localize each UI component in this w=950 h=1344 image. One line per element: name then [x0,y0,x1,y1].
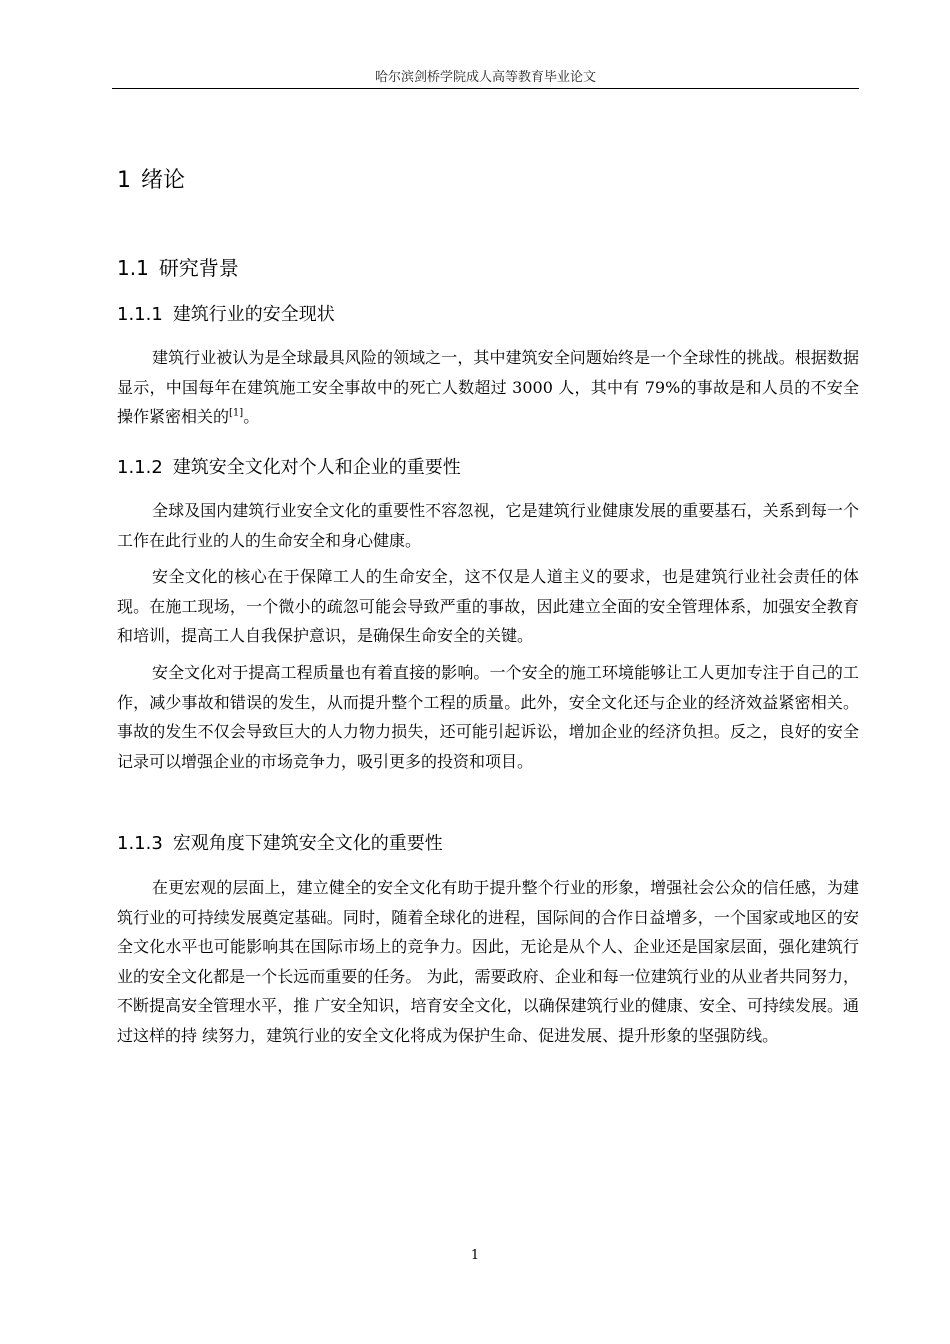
running-header: 哈尔滨剑桥学院成人高等教育毕业论文 [374,70,596,85]
subsection-heading-2 [117,453,461,479]
page-number: 1 [470,1248,480,1263]
header-rule [112,88,859,89]
subsection-heading-3 [117,829,443,855]
subsection-number: 1.1.1 [117,304,163,325]
chapter-number: 1 [117,168,131,193]
paragraph-text: 建筑行业被认为是全球最具风险的领域之一，其中建筑安全问题始终是一个全球性的挑战。根据数据显示，中国每年在建筑施工安全事故中的死亡人数超过 3000 人，其中有 79%的事故是和人员的不安全操作紧密相关的 [117,348,859,426]
section-title: 研究背景 [158,256,239,280]
section-number: 1.1 [117,256,149,280]
subsection-title: 建筑行业的安全现状 [172,304,335,325]
paragraph: 在更宏观的层面上，建立健全的安全文化有助于提升整个行业的形象，增强社会公众的信任感，为建筑行业的可持续发展奠定基础。同时，随着全球化的进程，国际间的合作日益增多，一个国家或地区的安全文化水平也可能影响其在国际市场上的竞争力。因此，无论是从个人、企业还是国家层面，强化建筑行业的安全文化都是一个长远而重要的任务。 为此，需要政府、企业和每一位建筑行业的从业者共同努力，不断提高安全管理水平，推 广安全知识，培育安全文化，以确保建筑行业的健康、安全、可持续发展。通过这样的持 续努力，建筑行业的安全文化将成为保护生命、促进发展、提升形象的坚强防线。 [117,878,859,1045]
subsection-number: 1.1.2 [117,457,163,478]
chapter-heading [117,163,185,194]
paragraph: 安全文化对于提高工程质量也有着直接的影响。一个安全的施工环境能够让工人更加专注于自己的工作，减少事故和错误的发生，从而提升整个工程的质量。此外，安全文化还与企业的经济效益紧密相关。事故的发生不仅会导致巨大的人力物力损失，还可能引起诉讼，增加企业的经济负担。反之，良好的安全记录可以增强企业的市场竞争力，吸引更多的投资和项目。 [117,663,859,771]
subsection-number: 1.1.3 [117,833,163,854]
subsection-title: 宏观角度下建筑安全文化的重要性 [172,833,443,854]
paragraph-end: 。 [243,407,260,426]
chapter-title: 绪论 [141,168,186,193]
paragraph [117,343,859,432]
section-heading [117,252,239,281]
paragraph: 安全文化的核心在于保障工人的生命安全，这不仅是人道主义的要求，也是建筑行业社会责任的体现。在施工现场，一个微小的疏忽可能会导致严重的事故，因此建立全面的安全管理体系，加强安全教育和培训，提高工人自我保护意识，是确保生命安全的关键。 [117,567,859,645]
subsection-heading-1 [117,300,335,326]
paragraph: 全球及国内建筑行业安全文化的重要性不容忽视，它是建筑行业健康发展的重要基石，关系到每一个工作在此行业的人的生命安全和身心健康。 [117,501,859,550]
citation-ref: [1] [229,407,244,419]
subsection-title: 建筑安全文化对个人和企业的重要性 [172,457,461,478]
